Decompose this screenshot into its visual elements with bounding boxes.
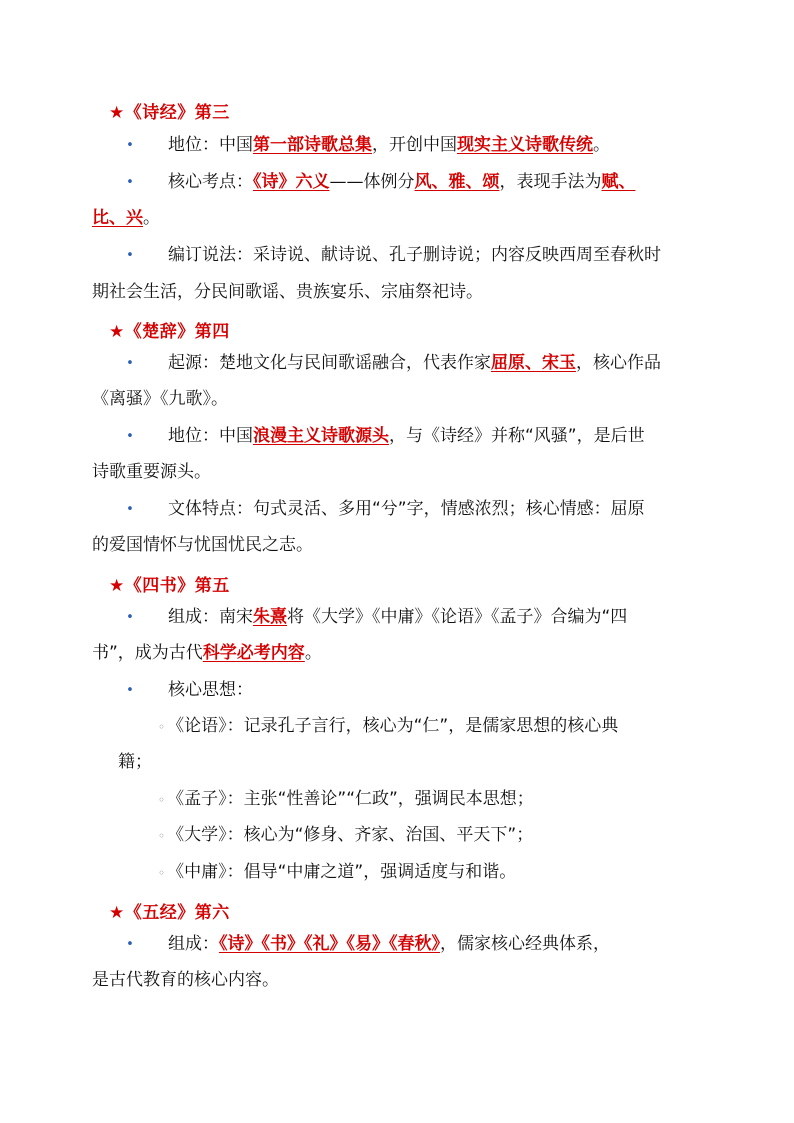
bullet: •: [126, 429, 134, 444]
highlight: 第一部诗歌总集: [253, 135, 372, 155]
sishu-composition-cont: [92, 643, 322, 663]
section-heading-sishu: ★《四书》第五: [109, 576, 230, 596]
section-heading-shijing: ★《诗经》第三: [109, 103, 230, 123]
text: 《孟子》：主张“性善论”“仁政”，强调民本思想；: [167, 789, 534, 809]
bullet: •: [126, 356, 134, 371]
chuci-style: 文体特点：句式灵活、多用“兮”字，情感浓烈；核心情感：屈原: [168, 499, 645, 519]
sishu-composition: [168, 607, 627, 627]
chuci-status: [168, 426, 645, 446]
sub-bullet: ◦: [158, 793, 166, 807]
text: ——体例分: [329, 172, 415, 192]
section-heading-wujing: ★《五经》第六: [109, 903, 230, 923]
bullet: •: [126, 175, 134, 190]
sub-item-mengzi: [158, 789, 534, 810]
chuci-origin: [168, 353, 661, 373]
text: 地位：中国: [168, 426, 253, 446]
text: 书”，成为古代: [92, 643, 203, 663]
text: ，开创中国: [372, 135, 457, 155]
text: 《论语》：记录孔子言行，核心为“仁”，是儒家思想的核心典: [167, 716, 619, 736]
highlight: 《诗》六义: [253, 172, 330, 192]
highlight: 科学必考内容: [202, 643, 305, 663]
bullet: •: [126, 248, 134, 263]
chuci-origin-cont: 《离骚》《九歌》。: [92, 389, 228, 409]
section-heading-chuci: ★《楚辞》第四: [109, 322, 230, 342]
bullet: •: [126, 683, 134, 698]
chuci-status-cont: 诗歌重要源头。: [92, 462, 211, 482]
shijing-compilation-cont: 期社会生活，分民间歌谣、贵族宴乐、宗庙祭祀诗。: [92, 282, 483, 302]
bullet: •: [126, 138, 134, 153]
highlight: 浪漫主义诗歌源头: [253, 426, 389, 446]
highlight: 现实主义诗歌传统: [457, 135, 593, 155]
sub-bullet: ◦: [158, 866, 166, 880]
text: 地位：中国: [168, 135, 253, 155]
text: 组成：: [168, 934, 219, 954]
text: ，表现手法为: [499, 172, 602, 192]
sub-bullet: ◦: [158, 829, 166, 843]
highlight: 比、兴: [92, 208, 143, 228]
shijing-keypoints: [168, 172, 636, 192]
wujing-composition: [168, 934, 610, 954]
text: 。: [143, 208, 160, 228]
text: 组成：南宋: [168, 607, 253, 627]
sub-item-zhongyong: [158, 862, 516, 883]
highlight: 风、雅、颂: [414, 172, 500, 192]
sub-item-lunyu: [158, 716, 618, 737]
text: 《大学》：核心为“修身、齐家、治国、平天下”；: [167, 825, 534, 845]
bullet: •: [126, 610, 134, 625]
sub-item-lunyu-cont: 籍；: [118, 752, 152, 772]
highlight: 赋、: [601, 172, 636, 192]
sub-item-daxue: [158, 825, 533, 846]
sub-bullet: ◦: [158, 720, 166, 734]
text: 。: [593, 135, 610, 155]
shijing-status: [168, 135, 610, 155]
bullet: •: [126, 502, 134, 517]
highlight: 朱熹: [253, 607, 287, 627]
bullet: •: [126, 937, 134, 952]
shijing-keypoints-cont: [92, 208, 160, 228]
text: 将《大学》《中庸》《论语》《孟子》合编为“四: [287, 607, 628, 627]
text: ，儒家核心经典体系，: [440, 934, 610, 954]
text: 。: [304, 643, 322, 663]
shijing-compilation: 编订说法：采诗说、献诗说、孔子删诗说；内容反映西周至春秋时: [168, 245, 661, 265]
text: ，核心作品: [576, 353, 661, 373]
text: 核心考点：: [168, 172, 253, 192]
wujing-composition-cont: 是古代教育的核心内容。: [92, 970, 279, 990]
text: ，与《诗经》并称“风骚”，是后世: [389, 426, 645, 446]
highlight: 《诗》《书》《礼》《易》《春秋》: [219, 934, 440, 954]
text: 起源：楚地文化与民间歌谣融合，代表作家: [168, 353, 491, 373]
text: 《中庸》：倡导“中庸之道”，强调适度与和谐。: [167, 862, 517, 882]
highlight: 屈原、宋玉: [491, 353, 576, 373]
sishu-core-thought: 核心思想：: [168, 680, 253, 700]
chuci-style-cont: 的爱国情怀与忧国忧民之志。: [92, 535, 313, 555]
